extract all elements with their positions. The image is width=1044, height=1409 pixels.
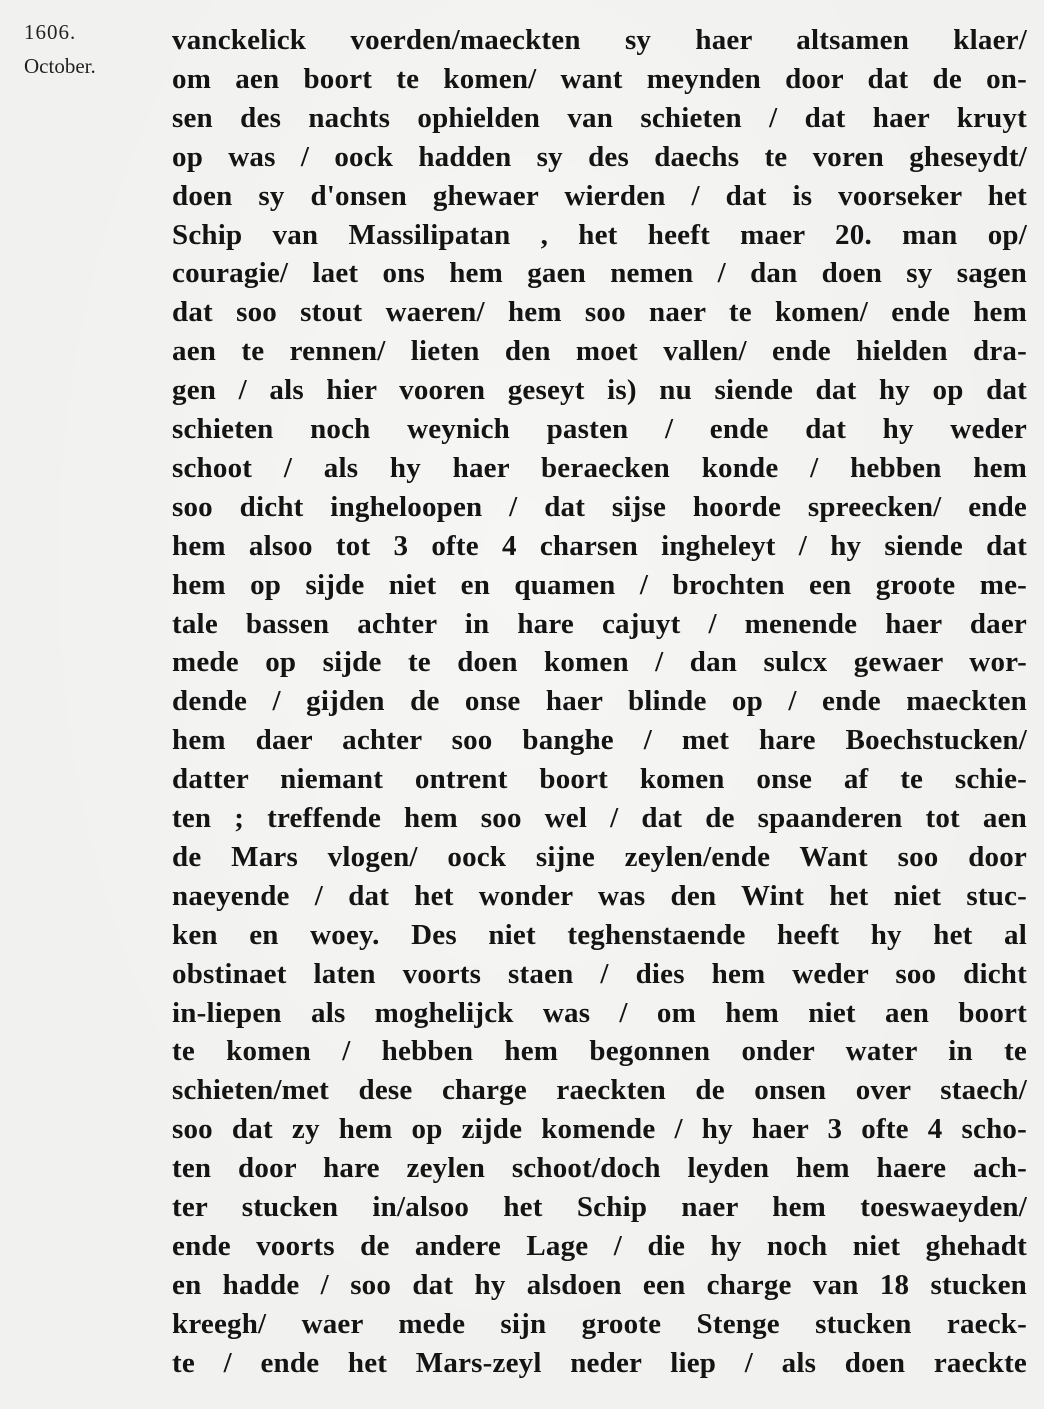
margin-month: October. <box>24 54 96 78</box>
text-line: in-liepen als moghelijck was / om hem niet aen boort <box>172 996 1027 1029</box>
text-line: en hadde / soo dat hy alsdoen een charge van 18 stucken <box>172 1268 1027 1301</box>
text-line: schieten noch weynich pasten / ende dat hy weder <box>172 413 1027 445</box>
text-line: dat soo stout waeren/ hem soo naer te komen/ ende hem <box>172 296 1027 329</box>
text-line: tale bassen achter in hare cajuyt / menende haer daer <box>172 607 1027 640</box>
text-line: Schip van Massilipatan , het heeft maer 20. man op/ <box>172 218 1027 251</box>
text-line: hem daer achter soo banghe / met hare Boechstucken/ <box>172 724 1027 757</box>
text-line: couragie/ laet ons hem gaen nemen / dan doen sy sagen <box>172 257 1027 290</box>
text-line: de Mars vlogen/ oock sijne zeylen/ende Want soo door <box>172 840 1027 873</box>
text-line: schieten/met dese charge raeckten de onsen over staech/ <box>172 1074 1027 1107</box>
text-line: om aen boort te komen/ want meynden door dat de on- <box>172 62 1027 95</box>
text-line: hem op sijde niet en quamen / brochten een groote me- <box>172 568 1027 601</box>
text-line: mede op sijde te doen komen / dan sulcx gewaer wor- <box>172 646 1027 679</box>
text-line: soo dicht ingheloopen / dat sijse hoorde spreecken/ ende <box>172 490 1027 523</box>
text-line: sen des nachts ophielden van schieten / dat haer kruyt <box>172 101 1027 134</box>
text-line: aen te rennen/ lieten den moet vallen/ ende hielden dra- <box>172 335 1027 368</box>
text-line: obstinaet laten voorts staen / dies hem weder soo dicht <box>172 957 1027 990</box>
text-line: te / ende het Mars-zeyl neder liep / als doen raeckte <box>172 1346 1027 1379</box>
text-line: ter stucken in/alsoo het Schip naer hem toeswaeyden/ <box>172 1191 1027 1223</box>
text-line: ken en woey. Des niet teghenstaende heeft hy het al <box>172 918 1027 951</box>
margin-year: 1606. <box>24 20 77 44</box>
body-text <box>172 0 1027 1409</box>
text-line: gen / als hier vooren geseyt is) nu siende dat hy op dat <box>172 374 1027 407</box>
text-line: ten door hare zeylen schoot/doch leyden hem haere ach- <box>172 1152 1027 1185</box>
text-line: te komen / hebben hem begonnen onder water in te <box>172 1035 1027 1068</box>
text-line: doen sy d'onsen ghewaer wierden / dat is voorseker het <box>172 179 1027 212</box>
text-line: naeyende / dat het wonder was den Wint het niet stuc- <box>172 879 1027 912</box>
text-line: datter niemant ontrent boort komen onse af te schie- <box>172 763 1027 796</box>
text-line: op was / oock hadden sy des daechs te voren gheseydt/ <box>172 140 1027 173</box>
text-line: soo dat zy hem op zijde komende / hy haer 3 ofte 4 scho- <box>172 1113 1027 1146</box>
text-line: schoot / als hy haer beraecken konde / hebben hem <box>172 451 1027 484</box>
text-line: vanckelick voerden/maeckten sy haer altsamen klaer/ <box>172 24 1027 56</box>
text-line: kreegh/ waer mede sijn groote Stenge stucken raeck- <box>172 1307 1027 1340</box>
text-line: hem alsoo tot 3 ofte 4 charsen ingheleyt / hy siende dat <box>172 529 1027 562</box>
text-line: ende voorts de andere Lage / die hy noch niet ghehadt <box>172 1229 1027 1262</box>
text-line: dende / gijden de onse haer blinde op / ende maeckten <box>172 685 1027 718</box>
text-line: ten ; treffende hem soo wel / dat de spaanderen tot aen <box>172 802 1027 834</box>
